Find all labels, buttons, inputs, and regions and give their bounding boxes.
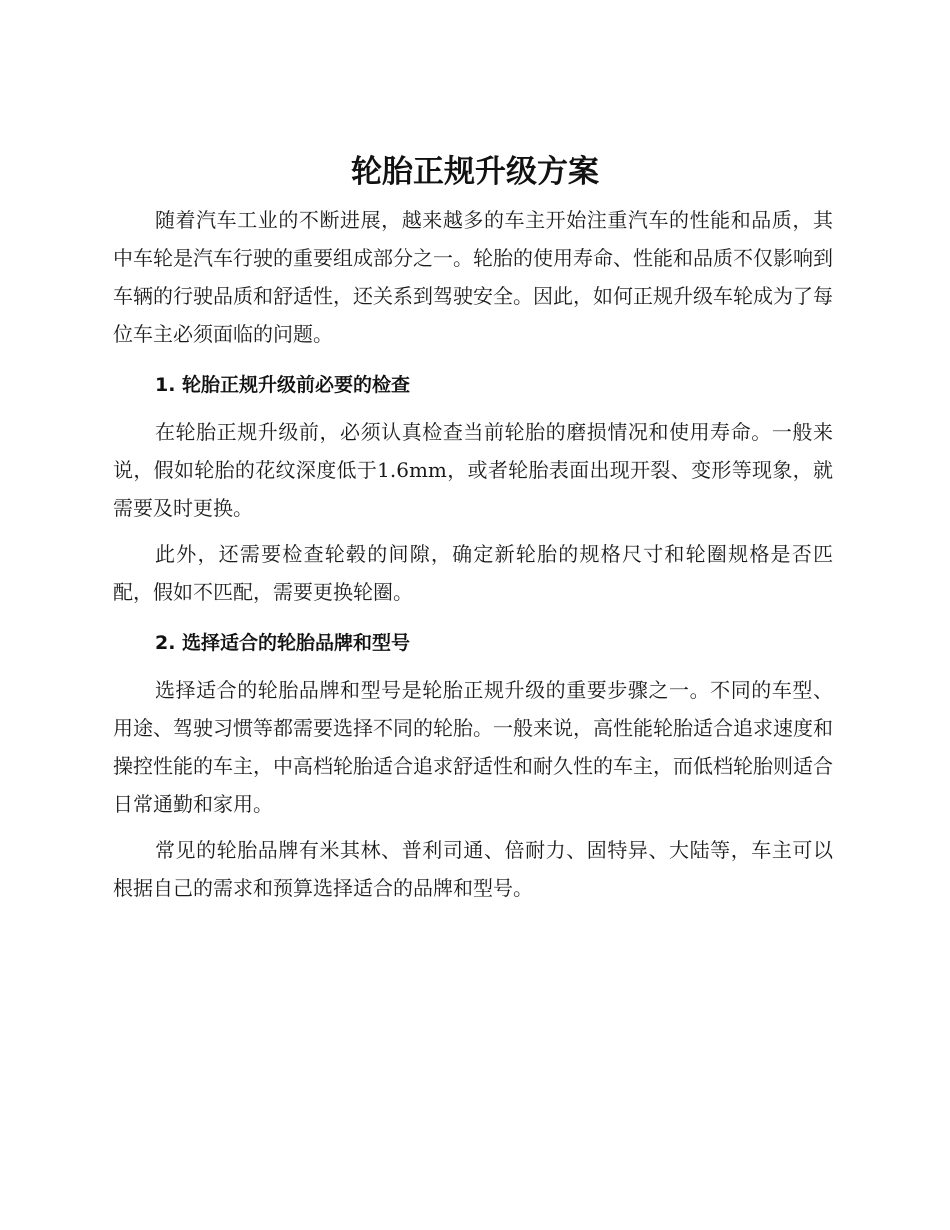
- section-1-paragraph-2: 此外，还需要检查轮毂的间隙，确定新轮胎的规格尺寸和轮圈规格是否匹配，假如不匹配，需要更换轮圈。: [113, 542, 833, 604]
- section-2-paragraph-2: 常见的轮胎品牌有米其林、普利司通、倍耐力、固特异、大陆等，车主可以根据自己的需求和预算选择适合的品牌和型号。: [113, 838, 833, 900]
- spacer: [113, 662, 833, 671]
- section-2-paragraph-1: 选择适合的轮胎品牌和型号是轮胎正规升级的重要步骤之一。不同的车型、用途、驾驶习惯等都需要选择不同的轮胎。一般来说，高性能轮胎适合追求速度和操控性能的车主，中高档轮胎适合追求舒适性和耐久性的车主，而低档轮胎则适合日常通勤和家用。: [113, 678, 833, 816]
- intro-paragraph: 随着汽车工业的不断进展，越来越多的车主开始注重汽车的性能和品质，其中车轮是汽车行驶的重要组成部分之一。轮胎的使用寿命、性能和品质不仅影响到车辆的行驶品质和舒适性，还关系到驾驶安全。因此，如何正规升级车轮成为了每位车主必须面临的问题。: [113, 208, 833, 346]
- document-title: 轮胎正规升级方案: [351, 154, 599, 190]
- spacer: [113, 404, 833, 413]
- section-2-heading: 2. 选择适合的轮胎品牌和型号: [155, 632, 411, 654]
- section-1-heading: 1. 轮胎正规升级前必要的检查: [155, 374, 411, 396]
- spacer: [113, 353, 833, 366]
- spacer: [113, 611, 833, 624]
- section-1-paragraph-1: 在轮胎正规升级前，必须认真检查当前轮胎的磨损情况和使用寿命。一般来说，假如轮胎的花纹深度低于1.6mm，或者轮胎表面出现开裂、变形等现象，就需要及时更换。: [113, 420, 833, 520]
- document-body: [113, 201, 833, 907]
